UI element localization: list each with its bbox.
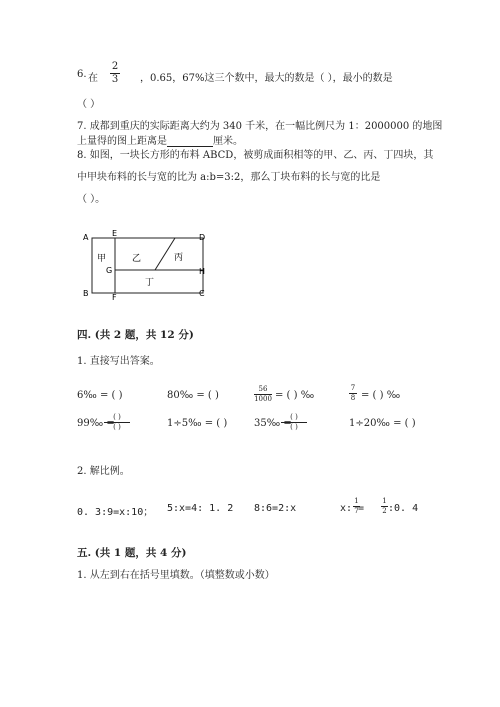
q6-line2: （ ） xyxy=(77,99,101,110)
r2-a-den: ( ) xyxy=(113,423,121,431)
r1-c-num: 56 xyxy=(258,385,268,393)
figure-label-f: F xyxy=(112,293,117,302)
section4-q1: 1. 直接写出答案。 xyxy=(77,356,160,367)
rectangle-figure xyxy=(75,228,215,303)
r1-d-den: 8 xyxy=(350,394,356,402)
r1-a: 6‰ = ( ) xyxy=(77,390,123,401)
r2-a-fraction xyxy=(104,414,130,431)
section5-title: 五. (共 1 题，共 4 分) xyxy=(77,547,187,559)
r2-b: 1÷5‰ = ( ) xyxy=(167,418,228,429)
r3-a: 0. 3:9=x:10； xyxy=(77,507,154,518)
q6-fraction xyxy=(110,62,120,85)
r1-c-fraction xyxy=(254,386,272,403)
r3-d-den1: 7 xyxy=(354,507,359,515)
r2-a-num: ( ) xyxy=(113,413,121,421)
r3-d-end: :0. 4 xyxy=(388,503,419,514)
q7-line2-b: 厘米。 xyxy=(213,136,243,147)
figure-label-b: B xyxy=(83,289,89,298)
r3-b: 5:x=4: 1. 2 xyxy=(167,503,234,514)
figure-diagonal xyxy=(155,238,175,270)
r3-d-frac2 xyxy=(381,498,388,515)
figure-piece-ding: 丁 xyxy=(145,278,155,288)
q8-line3: （ ）。 xyxy=(77,194,106,205)
r3-d-x: x: xyxy=(340,503,353,514)
r2-a-left: 99‰ = xyxy=(77,418,115,429)
r1-c-rest: = ( ) ‰ xyxy=(275,390,315,401)
r2-d: 1÷20‰ = ( ) xyxy=(349,418,416,429)
q6-frac-num: 2 xyxy=(111,61,119,72)
figure-label-d: D xyxy=(199,233,206,242)
r2-c-num: ( ) xyxy=(290,413,298,421)
section4-q2: 2. 解比例。 xyxy=(77,466,130,477)
r2-c-den: ( ) xyxy=(290,423,298,431)
r3-d-num1: 1 xyxy=(354,497,359,505)
r2-c-fraction xyxy=(281,414,307,431)
r1-b: 80‰ = ( ) xyxy=(167,390,219,401)
q6-frac-den: 3 xyxy=(111,74,119,85)
figure-label-c: C xyxy=(199,289,205,298)
q7-line1: 7. 成都到重庆的实际距离大约为 340 千米，在一幅比例尺为 1：2000000 的地图 xyxy=(77,121,443,132)
q6-middle: ，0.65，67%这三个数中，最大的数是（ ），最小的数是 xyxy=(140,73,393,84)
q6-number: 6. xyxy=(77,69,87,80)
r2-c-left: 35‰ = xyxy=(254,418,292,429)
section5-q1: 1. 从左到右在括号里填数。（填整数或小数） xyxy=(77,570,275,581)
q6-prefix: 在 xyxy=(88,73,98,84)
r1-d-num: 7 xyxy=(350,384,356,392)
r1-d-rest: = ( ) ‰ xyxy=(361,390,401,401)
figure-piece-bing: 丙 xyxy=(174,253,184,263)
r1-d-fraction xyxy=(349,385,357,402)
figure-piece-yi: 乙 xyxy=(132,254,142,264)
r3-d-num2: 1 xyxy=(382,497,387,505)
q7-line2 xyxy=(77,132,243,147)
figure-label-g: G xyxy=(106,266,113,275)
figure-piece-jia: 甲 xyxy=(97,254,107,264)
q8-line1: 8. 如图，一块长方形的布料 ABCD，被剪成面积相等的甲、乙、丙、丁四块，其 xyxy=(77,150,434,161)
q7-line2-a: 上量得的图上距离是 xyxy=(77,136,167,147)
figure-label-e: E xyxy=(112,229,118,238)
r1-c-den: 1000 xyxy=(254,395,272,403)
figure-label-h: H xyxy=(199,267,206,276)
r3-c: 8:6=2:x xyxy=(254,503,297,514)
section4-title: 四. (共 2 题，共 12 分) xyxy=(77,329,194,341)
r3-d-den2: 2 xyxy=(382,507,387,515)
q8-line2: 中甲块布料的长与宽的比为 a:b=3:2，那么丁块布料的长与宽的比是 xyxy=(77,172,381,183)
figure-label-a: A xyxy=(83,233,89,242)
r3-d-eq: = xyxy=(358,503,365,514)
